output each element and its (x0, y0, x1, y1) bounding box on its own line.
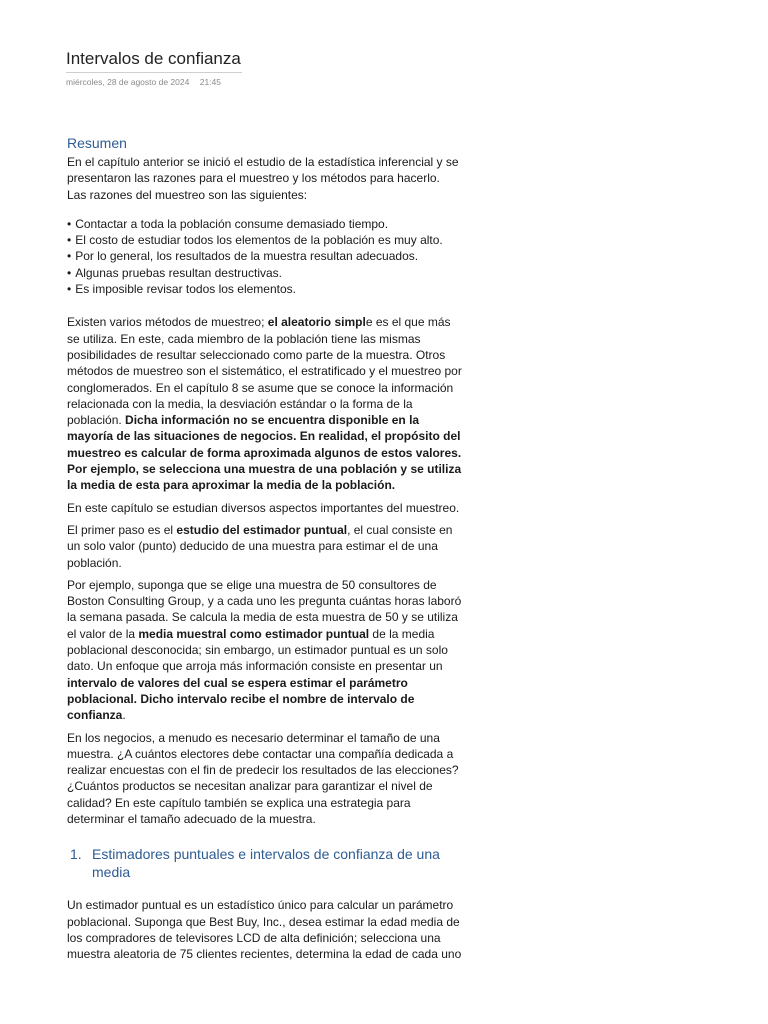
sample-size-paragraph: En los negocios, a menudo es necesario determinar el tamaño de una muestra. ¿A cuántos electores debe contactar una compañía dedicada a realizar encuestas con el fin de predecir los resultados de las elecciones? ¿Cuántos productos se necesitan analizar para garantizar el nivel de calidad? En este capítulo también se explica una estrategia para determinar el tamaño adecuado de la muestra. (67, 730, 459, 826)
chapter-aspects-paragraph: En este capítulo se estudian diversos aspectos importantes del muestreo. (67, 500, 460, 515)
bold-text: el aleatorio simpl (267, 315, 366, 330)
bold-text: estudio del estimador puntual (176, 522, 348, 537)
text-run: . (122, 708, 126, 723)
section-title: Estimadores puntuales e intervalos de confianza de una media (92, 846, 440, 881)
bold-text: intervalo de valores del cual se espera estimar el parámetro poblacional. Dicho intervalo recibe el nombre de intervalo de confianza (67, 675, 415, 723)
text-run: e es el que más se utiliza. En este, cada miembro de la población tiene las mismas posibilidades de resultar seleccionado como parte de la muestra. Otros métodos de muestreo son el sistemático, el estratificado y el muestreo por conglomerados. En el capítulo 8 se asume que se conoce la información relacionada con la media, la desviación estándar o la forma de la población. (67, 315, 462, 428)
list-item: • Por lo general, los resultados de la muestra resultan adecuados. (67, 248, 462, 264)
list-item: • Contactar a toda la población consume demasiado tiempo. (67, 216, 462, 232)
example-paragraph (67, 577, 462, 724)
point-estimator-paragraph (67, 522, 462, 571)
reasons-list (67, 216, 462, 297)
section-heading (67, 845, 462, 881)
text-run: Existen varios métodos de muestreo; (67, 315, 268, 330)
section-paragraph: Un estimador puntual es un estadístico único para calcular un parámetro poblacional. Suponga que Best Buy, Inc., desea estimar la edad media de los compradores de televisores LCD de alta definición; selecciona una muestra aleatoria de 75 clientes recientes, determina la edad de cada uno (67, 898, 462, 962)
list-item: • Algunas pruebas resultan destructivas. (67, 265, 462, 281)
section-number: 1. (70, 846, 82, 863)
text-run: Por ejemplo, suponga que se elige una muestra de 50 consultores de Boston Consulting Group, y a cada uno les pregunta cuántas horas laboró la semana pasada. Se calcula la media de esta muestra de 50 y se utiliza el valor de la (67, 577, 462, 641)
title-divider (66, 72, 242, 73)
text-run: de la media poblacional desconocida; sin embargo, un estimador puntual es un solo dato. Un enfoque que arroja más información consiste en presentar un (67, 626, 448, 674)
note-date: miércoles, 28 de agosto de 2024 (66, 77, 190, 87)
list-item: • El costo de estudiar todos los elementos de la población es muy alto. (67, 232, 462, 248)
text-run: , el cual consiste en un solo valor (punto) deducido de una muestra para estimar el de una población. (67, 522, 453, 570)
bold-text: media muestral como estimador puntual (138, 626, 370, 641)
note-body (67, 134, 462, 968)
text-run: El primer paso es el (67, 522, 177, 537)
note-timestamp (66, 77, 221, 87)
note-time: 21:45 (199, 77, 221, 87)
sampling-methods-paragraph (67, 314, 462, 493)
bold-text: Dicha información no se encuentra disponible en la mayoría de las situaciones de negocios. En realidad, el propósito del muestreo es calcular de forma aproximada algunos de estos valores. Por ejemplo, se selecciona una muestra de una población y se utiliza la media de esta para aproximar la media de la población. (67, 413, 462, 493)
summary-heading: Resumen (67, 135, 127, 151)
list-item: • Es imposible revisar todos los elementos. (67, 281, 462, 297)
page-title: Intervalos de confianza (66, 49, 241, 68)
summary-intro: En el capítulo anterior se inició el estudio de la estadística inferencial y se presentaron las razones para el muestreo y los métodos para hacerlo. Las razones del muestreo son las siguientes: (67, 155, 459, 202)
